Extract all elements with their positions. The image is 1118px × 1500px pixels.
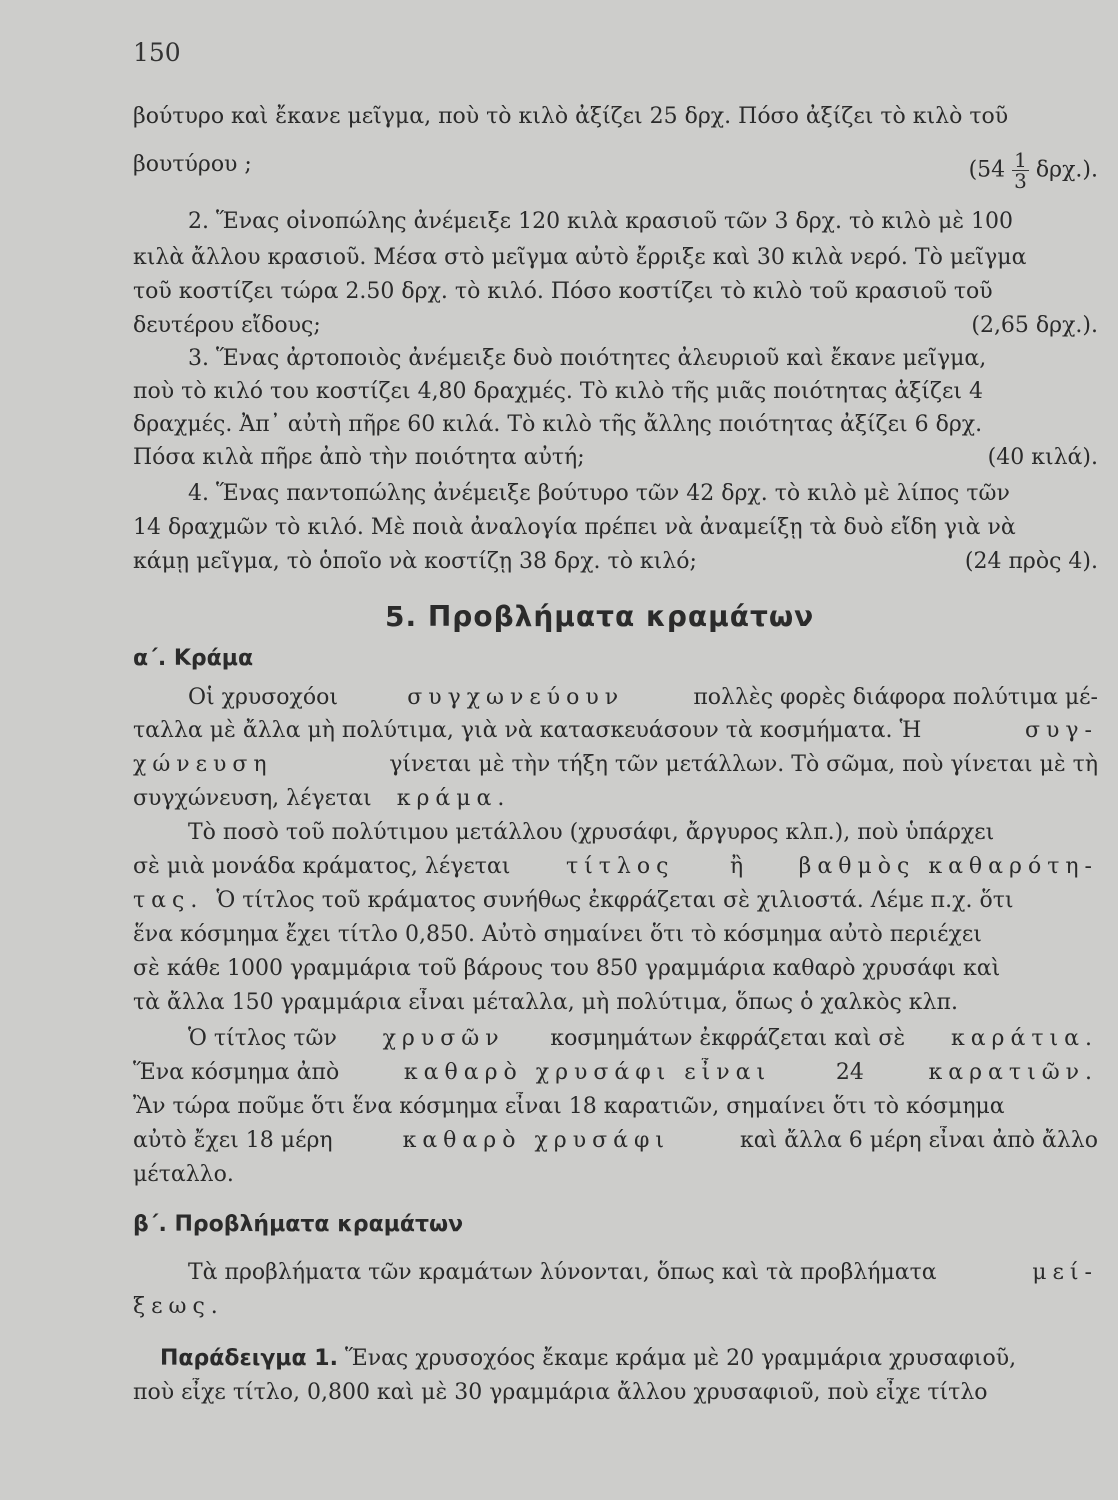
- text-span: πολλὲς φορὲς διάφορα πολύτιμα μέ-: [693, 685, 1098, 710]
- problems-intro-line: [188, 1258, 1098, 1288]
- problem-2-line: τοῦ κοστίζει τώρα 2.50 δρχ. τὸ κιλό. Πόσο κοστίζει τὸ κιλὸ τοῦ κρασιοῦ τοῦ: [133, 279, 993, 304]
- answer-suffix: δρχ.).: [1035, 157, 1098, 183]
- emphasized-term: βαθμὸς καθαρότη-: [798, 854, 1098, 879]
- fraction-numerator: 1: [1014, 150, 1027, 172]
- alloy-text-line: Τὸ ποσὸ τοῦ πολύτιμου μετάλλου (χρυσάφι, ἄργυρος κλπ.), ποὺ ὑπάρχει: [188, 820, 995, 845]
- alloy-text-line: μέταλλο.: [133, 1162, 234, 1187]
- text-span: Ἕνα κόσμημα ἀπὸ: [133, 1060, 340, 1085]
- problem-1-answer: [969, 150, 1098, 191]
- problem-3-answer: (40 κιλά).: [987, 445, 1098, 470]
- text-span: γίνεται μὲ τὴν τήξη τῶν μετάλλων. Τὸ σῶμα, ποὺ γίνεται μὲ τὴ: [389, 752, 1098, 777]
- example-line: ποὺ εἶχε τίτλο, 0,800 καὶ μὲ 30 γραμμάρια ἄλλου χρυσαφιοῦ, ποὺ εἶχε τίτλο: [133, 1380, 988, 1405]
- text-span: συγχώνευση, λέγεται: [133, 786, 372, 811]
- alloy-text-line: [133, 852, 1098, 882]
- alloy-text-line: Ἂν τώρα ποῦμε ὅτι ἕνα κόσμημα εἶναι 18 καρατιῶν, σημαίνει ὅτι τὸ κόσμημα: [133, 1094, 1005, 1119]
- emphasized-term: συγχωνεύουν: [407, 685, 625, 710]
- problem-2-answer-line: [133, 311, 1098, 341]
- alloy-text-line: [133, 784, 1098, 814]
- emphasized-term: τίτλος: [565, 854, 675, 879]
- problem-3-line: 3. Ἕνας ἀρτοποιὸς ἀνέμειξε δυὸ ποιότητες ἀλευριοῦ καὶ ἔκανε μεῖγμα,: [188, 346, 987, 371]
- text-span: αὐτὸ ἔχει 18 μέρη: [133, 1128, 333, 1153]
- answer-fraction: [1012, 150, 1029, 191]
- alloy-text-line: τὰ ἄλλα 150 γραμμάρια εἶναι μέταλλα, μὴ πολύτιμα, ὅπως ὁ χαλκὸς κλπ.: [133, 990, 958, 1015]
- alloy-text-line: [133, 750, 1098, 780]
- emphasized-term: συγ-: [1025, 718, 1098, 743]
- emphasized-term: καθαρὸ χρυσάφι εἶναι: [403, 1060, 772, 1085]
- text-span: Τὰ προβλήματα τῶν κραμάτων λύνονται, ὅπως καὶ τὰ προβλήματα: [188, 1260, 937, 1285]
- alloy-text-line: [133, 1058, 1098, 1088]
- emphasized-term: μεί-: [1032, 1260, 1098, 1285]
- problem-4-text: κάμῃ μεῖγμα, τὸ ὁποῖο νὰ κοστίζῃ 38 δρχ. τὸ κιλό;: [133, 549, 697, 574]
- problem-2-line: 2. Ἕνας οἰνοπώλης ἀνέμειξε 120 κιλὰ κρασιοῦ τῶν 3 δρχ. τὸ κιλὸ μὲ 100: [188, 209, 1014, 234]
- section-title: 5. Προβλήματα κραμάτων: [385, 600, 815, 633]
- emphasized-term: χρυσῶν: [382, 1026, 505, 1051]
- alloy-text-line: [133, 1126, 1098, 1156]
- text-span: Ἕνας χρυσοχόος ἔκαμε κράμα μὲ 20 γραμμάρια χρυσαφιοῦ,: [344, 1346, 1017, 1371]
- emphasized-term: καράτια.: [950, 1026, 1098, 1051]
- page-number: 150: [133, 38, 181, 67]
- alloy-text-line: [133, 716, 1098, 746]
- answer-prefix: (54: [968, 157, 1006, 183]
- alloy-text-line: σὲ κάθε 1000 γραμμάρια τοῦ βάρους του 850 γραμμάρια καθαρὸ χρυσάφι καὶ: [133, 956, 1001, 981]
- text-span: 24: [835, 1060, 864, 1085]
- example-label: Παράδειγμα 1.: [160, 1346, 338, 1371]
- problem-2-line: κιλὰ ἄλλου κρασιοῦ. Μέσα στὸ μεῖγμα αὐτὸ ἔρριξε καὶ 30 κιλὰ νερό. Τὸ μεῖγμα: [133, 245, 1027, 270]
- problem-3-line: δραχμές. Ἀπ᾽ αὐτὴ πῆρε 60 κιλά. Τὸ κιλὸ τῆς ἄλλης ποιότητας ἀξίζει 6 δρχ.: [133, 412, 983, 437]
- subsection-title-b: β΄. Προβλήματα κραμάτων: [133, 1212, 464, 1237]
- problem-2-text: δευτέρου εἴδους;: [133, 313, 321, 338]
- text-span: Ὁ τίτλος τοῦ κράματος συνήθως ἐκφράζεται σὲ χιλιοστά. Λέμε π.χ. ὅτι: [216, 888, 1014, 913]
- emphasized-term: κράμα.: [396, 786, 511, 811]
- problem-4-answer: (24 πρὸς 4).: [964, 549, 1098, 574]
- text-span: καὶ ἄλλα 6 μέρη εἶναι ἀπὸ ἄλλο: [739, 1128, 1098, 1153]
- text-span: σὲ μιὰ μονάδα κράματος, λέγεται: [133, 854, 511, 879]
- example-line: [160, 1344, 1098, 1374]
- fraction-denominator: 3: [1014, 169, 1027, 191]
- text-span: ταλλα μὲ ἄλλα μὴ πολύτιμα, γιὰ νὰ κατασκευάσουν τὰ κοσμήματα. Ἡ: [133, 718, 922, 743]
- emphasized-term: τας.: [133, 888, 204, 913]
- subsection-title-a: α΄. Κράμα: [133, 646, 254, 671]
- problem-2-answer: (2,65 δρχ.).: [971, 313, 1098, 338]
- emphasized-term: καρατιῶν.: [928, 1060, 1098, 1085]
- problem-3-text: Πόσα κιλὰ πῆρε ἀπὸ τὴν ποιότητα αὐτή;: [133, 445, 585, 470]
- text-span: κοσμημάτων ἐκφράζεται καὶ σὲ: [550, 1026, 906, 1051]
- problem-4-line: 4. Ἕνας παντοπώλης ἀνέμειξε βούτυρο τῶν 42 δρχ. τὸ κιλὸ μὲ λίπος τῶν: [188, 481, 1010, 506]
- problem-4-line: 14 δραχμῶν τὸ κιλό. Μὲ ποιὰ ἀναλογία πρέπει νὰ ἀναμείξῃ τὰ δυὸ εἴδη γιὰ νὰ: [133, 515, 1016, 540]
- text-span: Οἱ χρυσοχόοι: [188, 685, 339, 710]
- problem-4-answer-line: [133, 547, 1098, 577]
- problems-intro-line: ξεως.: [133, 1294, 224, 1319]
- alloy-text-line: [188, 683, 1098, 713]
- problem-1-text: βουτύρου ;: [133, 152, 252, 177]
- problem-3-answer-line: [133, 443, 1098, 473]
- problem-3-line: ποὺ τὸ κιλό του κοστίζει 4,80 δραχμές. Τὸ κιλὸ τῆς μιᾶς ποιότητας ἀξίζει 4: [133, 379, 983, 404]
- alloy-text-line: [133, 886, 1098, 916]
- alloy-text-line: [188, 1024, 1098, 1054]
- problem-1-answer-line: [133, 150, 1098, 191]
- problem-1-line: βούτυρο καὶ ἔκανε μεῖγμα, ποὺ τὸ κιλὸ ἀξίζει 25 δρχ. Πόσο ἀξίζει τὸ κιλὸ τοῦ: [133, 104, 1009, 129]
- alloy-text-line: ἕνα κόσμημα ἔχει τίτλο 0,850. Αὐτὸ σημαίνει ὅτι τὸ κόσμημα αὐτὸ περιέχει: [133, 922, 982, 947]
- text-span: ἢ: [729, 854, 744, 879]
- emphasized-term: καθαρὸ χρυσάφι: [402, 1128, 670, 1153]
- emphasized-term: χώνευση: [133, 752, 273, 777]
- text-span: Ὁ τίτλος τῶν: [188, 1026, 337, 1051]
